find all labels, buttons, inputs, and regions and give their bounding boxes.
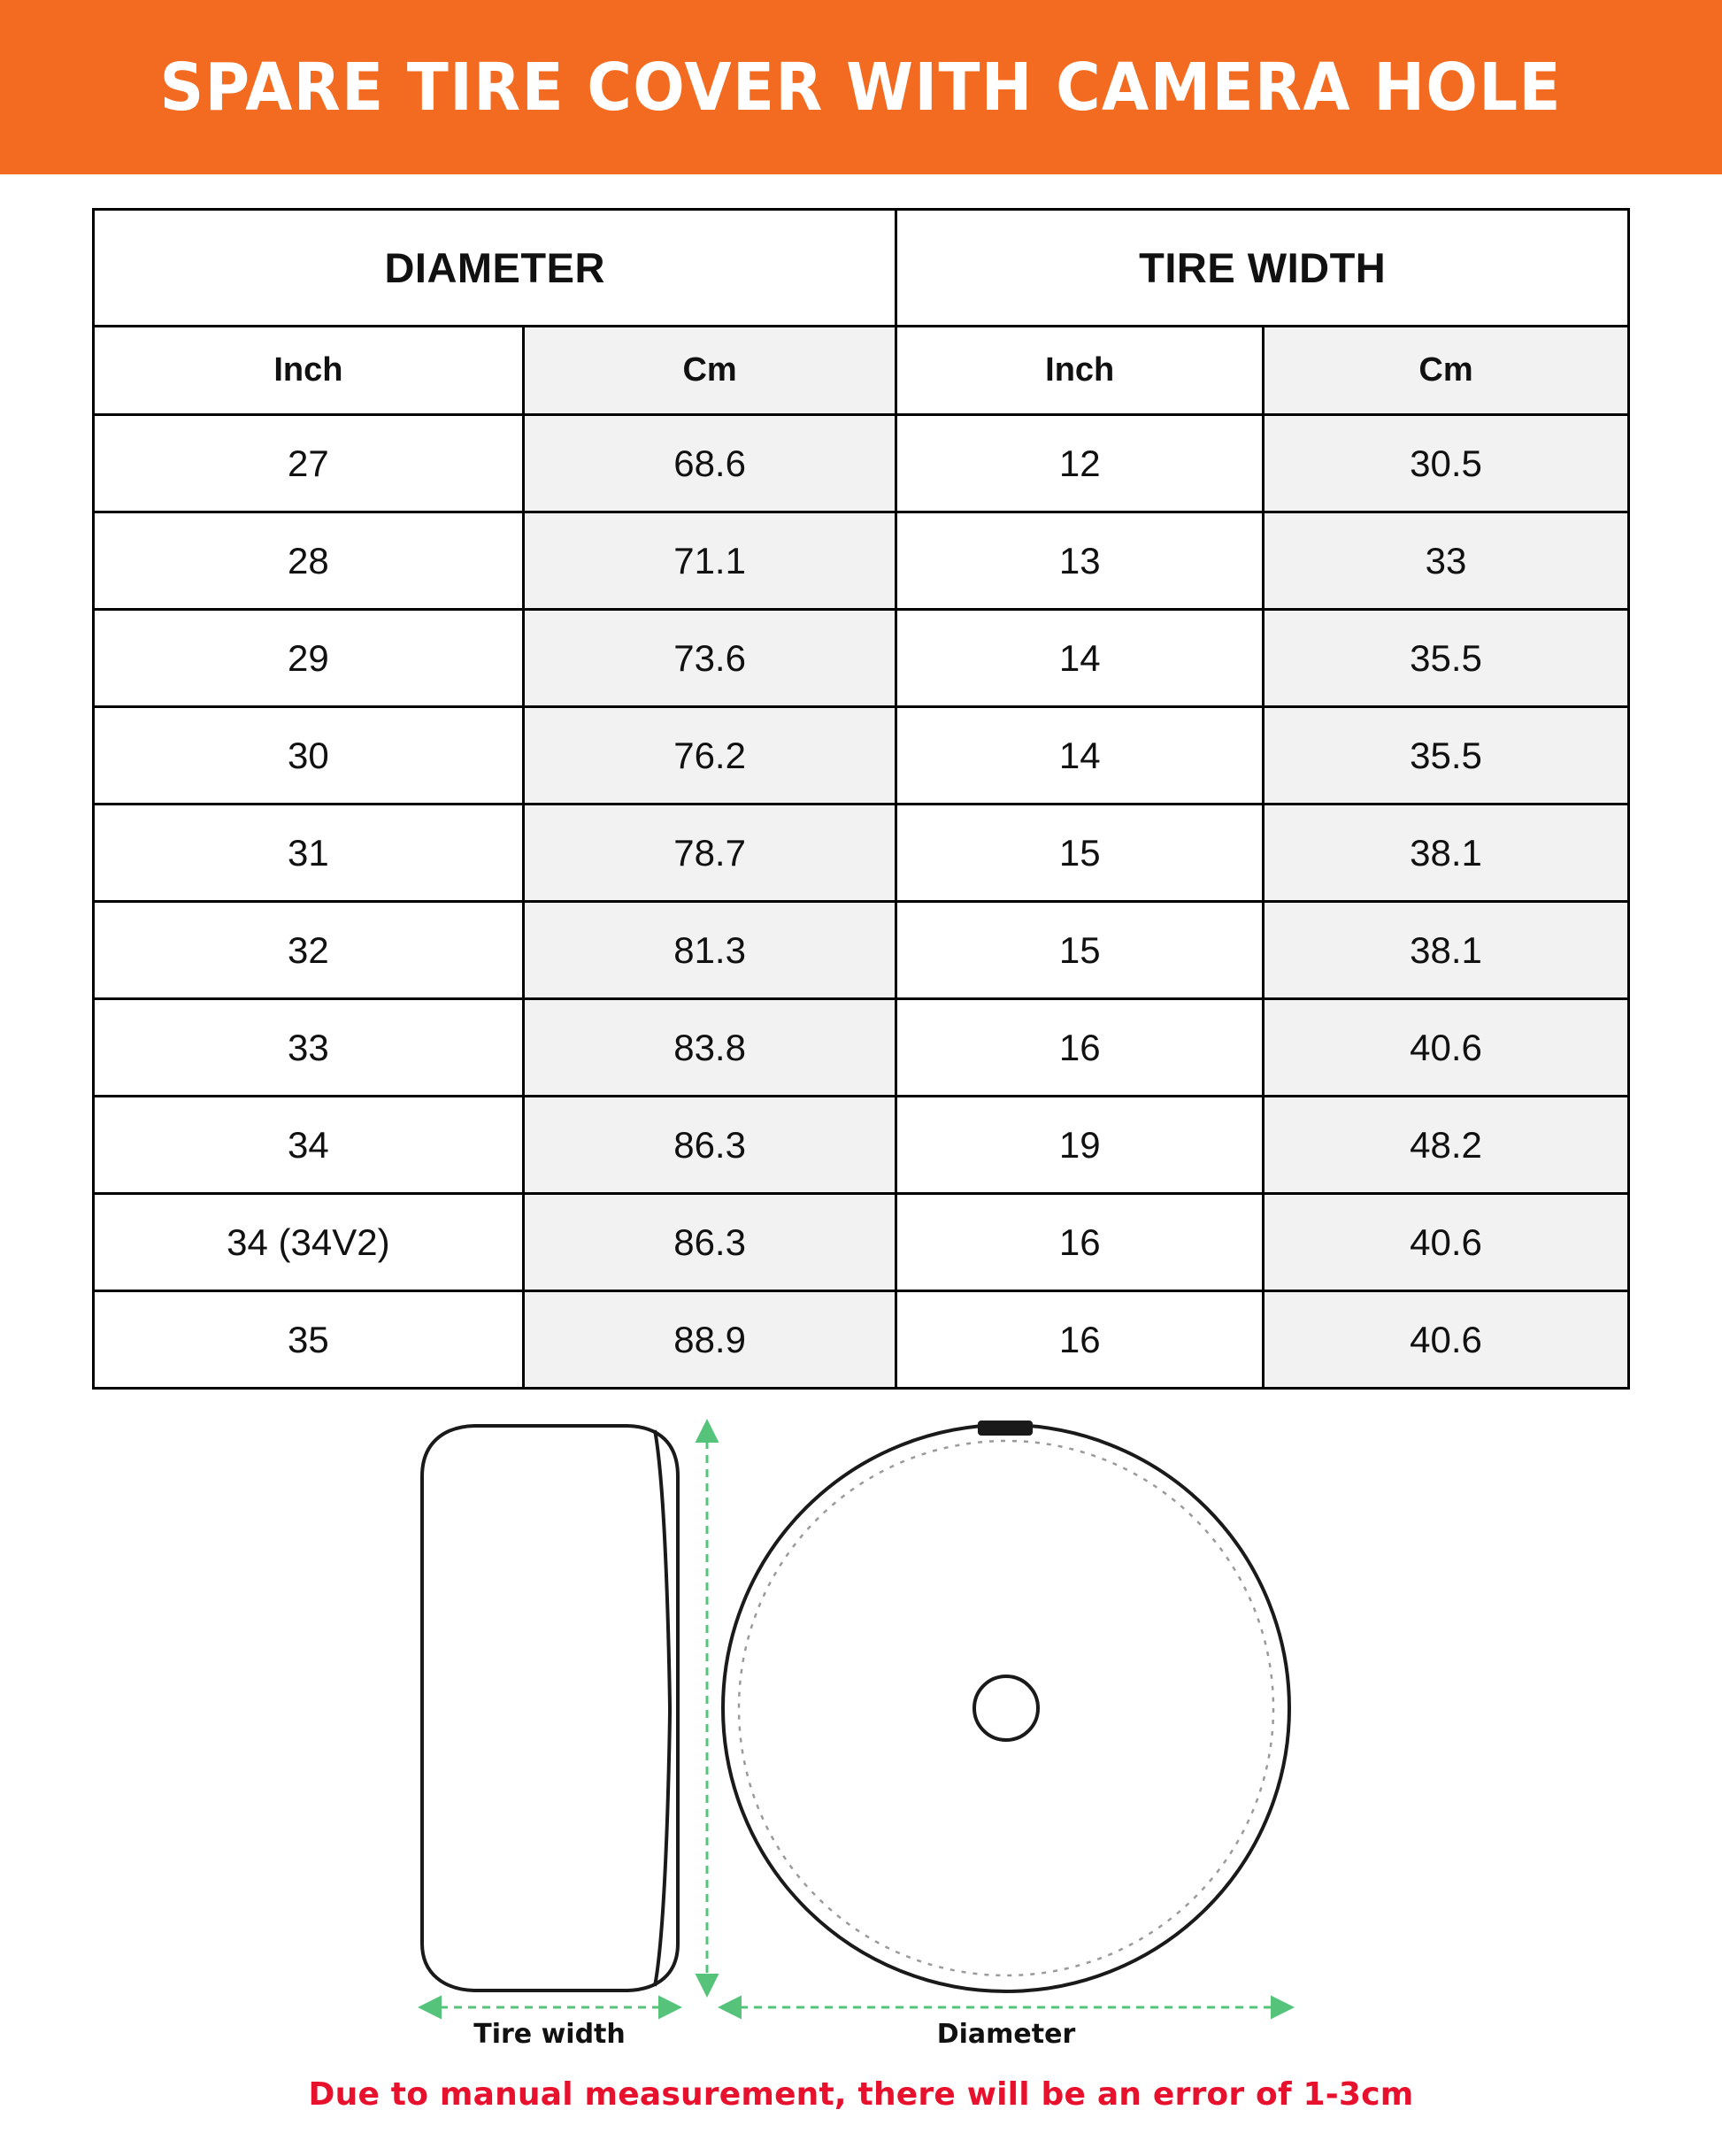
table-row — [94, 610, 1629, 707]
cell-diameter-cm: 88.9 — [523, 1291, 896, 1389]
cell-diameter-cm: 76.2 — [523, 707, 896, 805]
size-chart-container — [92, 208, 1630, 1390]
table-row — [94, 805, 1629, 902]
cell-diameter-inch: 30 — [94, 707, 524, 805]
cell-diameter-cm: 73.6 — [523, 610, 896, 707]
measurement-disclaimer: Due to manual measurement, there will be an error of 1-3cm — [308, 2076, 1414, 2113]
cell-diameter-inch: 27 — [94, 415, 524, 512]
cell-diameter-inch: 34 (34V2) — [94, 1194, 524, 1291]
cell-width-inch: 15 — [896, 902, 1264, 999]
header-banner — [0, 0, 1722, 174]
cell-width-inch: 13 — [896, 512, 1264, 610]
cell-width-cm: 30.5 — [1264, 415, 1629, 512]
cell-width-inch: 12 — [896, 415, 1264, 512]
size-chart-table — [92, 208, 1630, 1390]
unit-header-diameter-inch: Inch — [94, 327, 524, 415]
cell-diameter-inch: 31 — [94, 805, 524, 902]
page-title: SPARE TIRE COVER WITH CAMERA HOLE — [159, 49, 1563, 126]
table-row — [94, 1291, 1629, 1389]
unit-header-width-inch: Inch — [896, 327, 1264, 415]
diameter-label: Diameter — [936, 2019, 1076, 2050]
group-header-tire-width: TIRE WIDTH — [896, 210, 1629, 327]
cell-diameter-cm: 81.3 — [523, 902, 896, 999]
unit-header-diameter-cm: Cm — [523, 327, 896, 415]
unit-header-width-cm: Cm — [1264, 327, 1629, 415]
product-dimension-diagram — [92, 1413, 1630, 2067]
cell-width-inch: 15 — [896, 805, 1264, 902]
table-unit-header-row — [94, 327, 1629, 415]
table-row — [94, 707, 1629, 805]
center-hole — [974, 1676, 1038, 1740]
cell-width-inch: 16 — [896, 1194, 1264, 1291]
group-header-diameter: DIAMETER — [94, 210, 896, 327]
cell-diameter-inch: 35 — [94, 1291, 524, 1389]
cell-diameter-cm: 86.3 — [523, 1194, 896, 1291]
cell-width-cm: 48.2 — [1264, 1097, 1629, 1194]
table-row — [94, 1194, 1629, 1291]
cell-width-cm: 40.6 — [1264, 1194, 1629, 1291]
cell-width-inch: 16 — [896, 1291, 1264, 1389]
cell-diameter-inch: 29 — [94, 610, 524, 707]
table-row — [94, 512, 1629, 610]
side-view-outline — [422, 1426, 678, 1990]
cell-diameter-inch: 32 — [94, 902, 524, 999]
side-view-illustration — [422, 1426, 678, 1990]
table-row — [94, 415, 1629, 512]
cell-diameter-cm: 86.3 — [523, 1097, 896, 1194]
cell-diameter-cm: 83.8 — [523, 999, 896, 1097]
cell-width-cm: 40.6 — [1264, 999, 1629, 1097]
table-row — [94, 999, 1629, 1097]
tire-width-label: Tire width — [473, 2019, 626, 2050]
cell-width-inch: 14 — [896, 707, 1264, 805]
cell-width-inch: 16 — [896, 999, 1264, 1097]
table-row — [94, 1097, 1629, 1194]
cell-width-cm: 38.1 — [1264, 902, 1629, 999]
cell-width-cm: 35.5 — [1264, 610, 1629, 707]
table-row — [94, 902, 1629, 999]
cell-width-cm: 35.5 — [1264, 707, 1629, 805]
camera-hole — [978, 1421, 1033, 1436]
cell-diameter-cm: 68.6 — [523, 415, 896, 512]
cell-diameter-inch: 34 — [94, 1097, 524, 1194]
front-view-illustration — [723, 1421, 1289, 1991]
cell-width-cm: 38.1 — [1264, 805, 1629, 902]
cell-width-inch: 14 — [896, 610, 1264, 707]
diagram-svg — [92, 1413, 1630, 2067]
cell-diameter-inch: 33 — [94, 999, 524, 1097]
table-group-header-row — [94, 210, 1629, 327]
cell-width-inch: 19 — [896, 1097, 1264, 1194]
cell-width-cm: 40.6 — [1264, 1291, 1629, 1389]
cell-diameter-cm: 71.1 — [523, 512, 896, 610]
cell-diameter-inch: 28 — [94, 512, 524, 610]
cell-diameter-cm: 78.7 — [523, 805, 896, 902]
cell-width-cm: 33 — [1264, 512, 1629, 610]
